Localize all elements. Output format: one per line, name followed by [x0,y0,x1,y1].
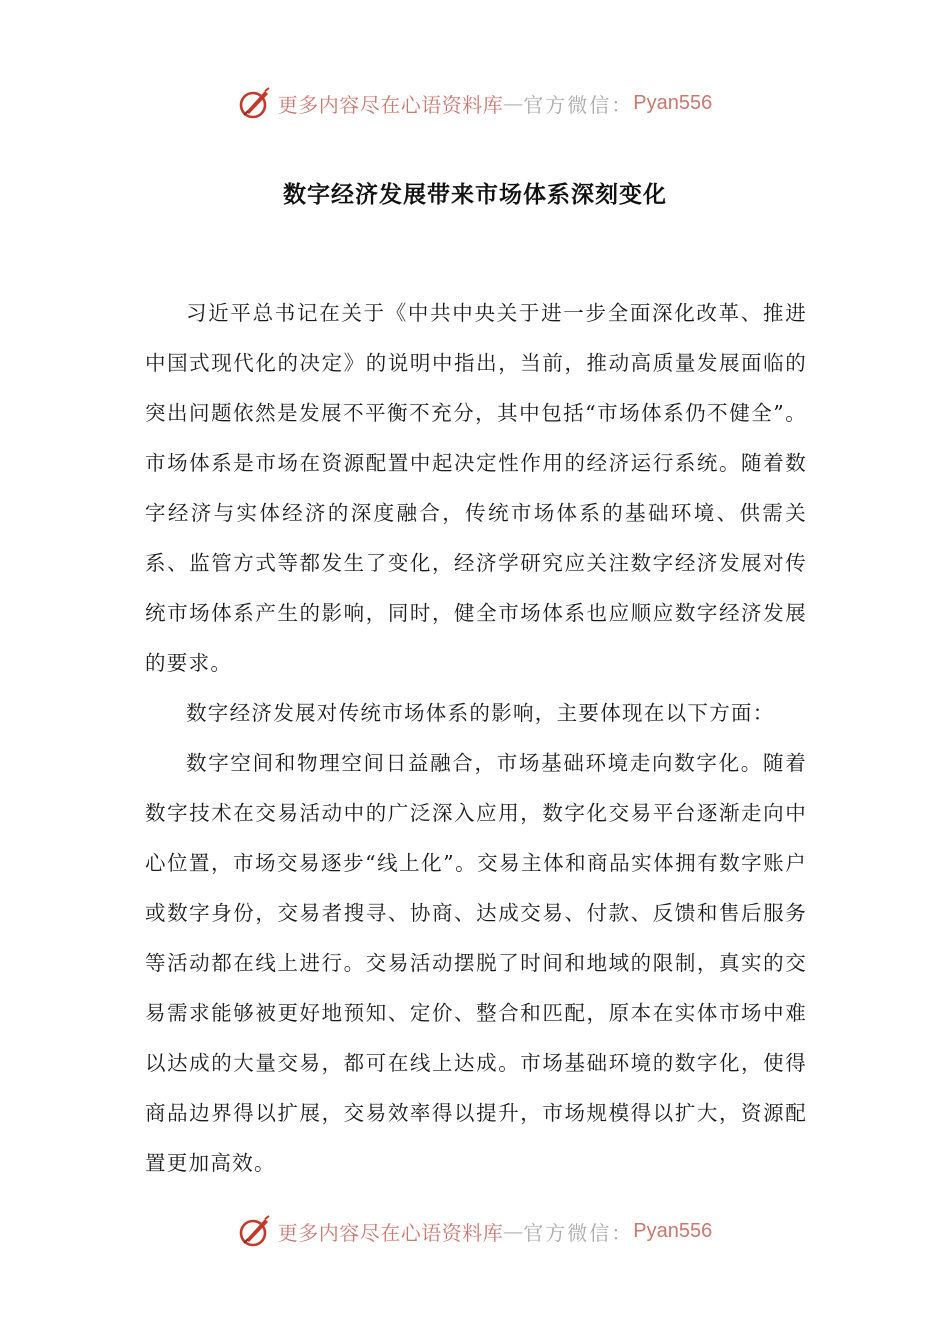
quill-pen-logo-icon [238,86,272,120]
banner-brand-text: 更多内容尽在心语资料库 [277,1220,504,1245]
article-title: 数字经济发展带来市场体系深刻变化 [283,182,667,208]
banner-wechat-label: 官方微信： [523,1220,634,1245]
banner-separator: — [503,1219,524,1243]
article-body [145,288,807,1188]
banner-wechat-label: 官方微信： [523,92,634,117]
banner-wechat-id: Pyan556 [633,91,713,114]
header-watermark-banner [0,83,950,123]
footer-watermark-banner [0,1211,950,1251]
paragraph-impacts-lead: 数字经济发展对传统市场体系的影响，主要体现在以下方面： [186,701,775,725]
banner-wechat-id: Pyan556 [633,1219,713,1242]
quill-pen-logo-icon [238,1214,272,1248]
banner-brand-text: 更多内容尽在心语资料库 [277,92,504,117]
paragraph-intro: 习近平总书记在关于《中共中央关于进一步全面深化改革、推进中国式现代化的决定》的说明中指出，当前，推动高质量发展面临的突出问题依然是发展不平衡不充分，其中包括“市场体系仍不健全”。市场体系是市场在资源配置中起决定性作用的经济运行系统。随着数字经济与实体经济的深度融合，传统市场体系的基础环境、供需关系、监管方式等都发生了变化，经济学研究应关注数字经济发展对传统市场体系产生的影响，同时，健全市场体系也应顺应数字经济发展的要求。 [145,301,807,675]
paragraph-digital-environment: 数字空间和物理空间日益融合，市场基础环境走向数字化。随着数字技术在交易活动中的广泛深入应用，数字化交易平台逐渐走向中心位置，市场交易逐步“线上化”。交易主体和商品实体拥有数字账户或数字身份，交易者搜寻、协商、达成交易、付款、反馈和售后服务等活动都在线上进行。交易活动摆脱了时间和地域的限制，真实的交易需求能够被更好地预知、定价、整合和匹配，原本在实体市场中难以达成的大量交易，都可在线上达成。市场基础环境的数字化，使得商品边界得以扩展，交易效率得以提升，市场规模得以扩大，资源配置更加高效。 [145,751,807,1175]
banner-separator: — [503,91,524,115]
